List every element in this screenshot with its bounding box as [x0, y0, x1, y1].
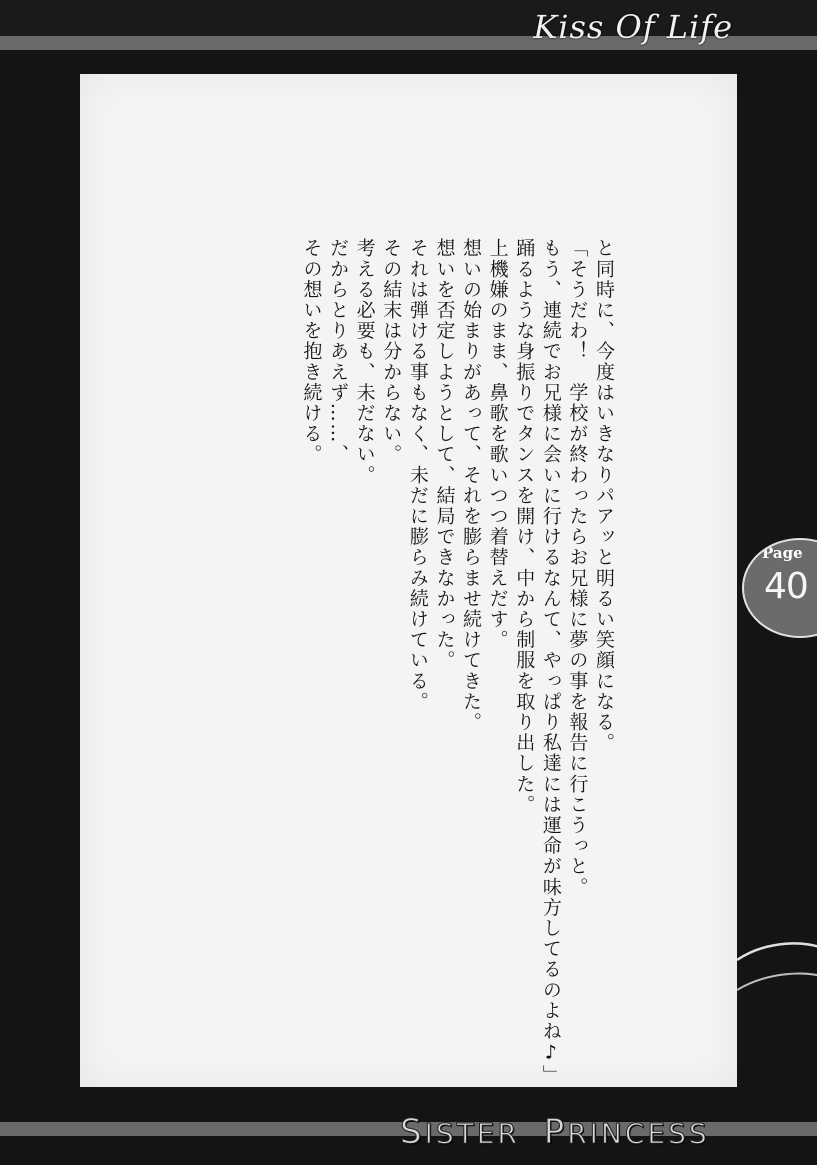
body-line: 想いを否定しようとして、結局できなかった。: [433, 238, 456, 671]
footer-word-1: ISTER: [424, 1117, 520, 1150]
body-line: もう、連続でお兄様に会いに行けるなんて、やっぱり私達には運命が味方してるのよね♪」: [539, 238, 562, 1086]
body-text: [298, 238, 617, 1138]
body-line: 踊るような身振りでタンスを開け、中から制服を取り出した。: [513, 238, 536, 815]
body-line: それは弾ける事もなく、未だに膨らみ続けている。: [406, 238, 429, 712]
body-line: と同時に、今度はいきなりパアッと明るい笑顔になる。: [593, 238, 615, 753]
body-line: 想いの始まりがあって、それを膨らませ続けてきた。: [460, 238, 483, 733]
text-page: [80, 74, 737, 1087]
body-line: その想いを抱き続ける。: [300, 238, 323, 465]
arc-outer: [737, 943, 817, 960]
body-line: 上機嫌のまま、鼻歌を歌いつつ着替えだす。: [486, 238, 509, 650]
footer-title: [400, 1112, 710, 1152]
page-label: Page: [762, 544, 803, 562]
body-line: 考える必要も、未だない。: [353, 238, 376, 486]
body-line: 「そうだわ！ 学校が終わったらお兄様に夢の事を報告に行こうっと。: [566, 238, 589, 898]
body-line: だからとりあえず……、: [327, 238, 350, 465]
header-title: Kiss Of Life: [533, 8, 733, 46]
footer-initial-s: S: [400, 1112, 425, 1152]
footer-initial-p: P: [543, 1112, 568, 1152]
footer-word-2: RINCESS: [567, 1117, 710, 1150]
page-number: 40: [764, 566, 808, 607]
arc-inner: [737, 974, 817, 990]
body-line: その結末は分からない。: [380, 238, 403, 465]
